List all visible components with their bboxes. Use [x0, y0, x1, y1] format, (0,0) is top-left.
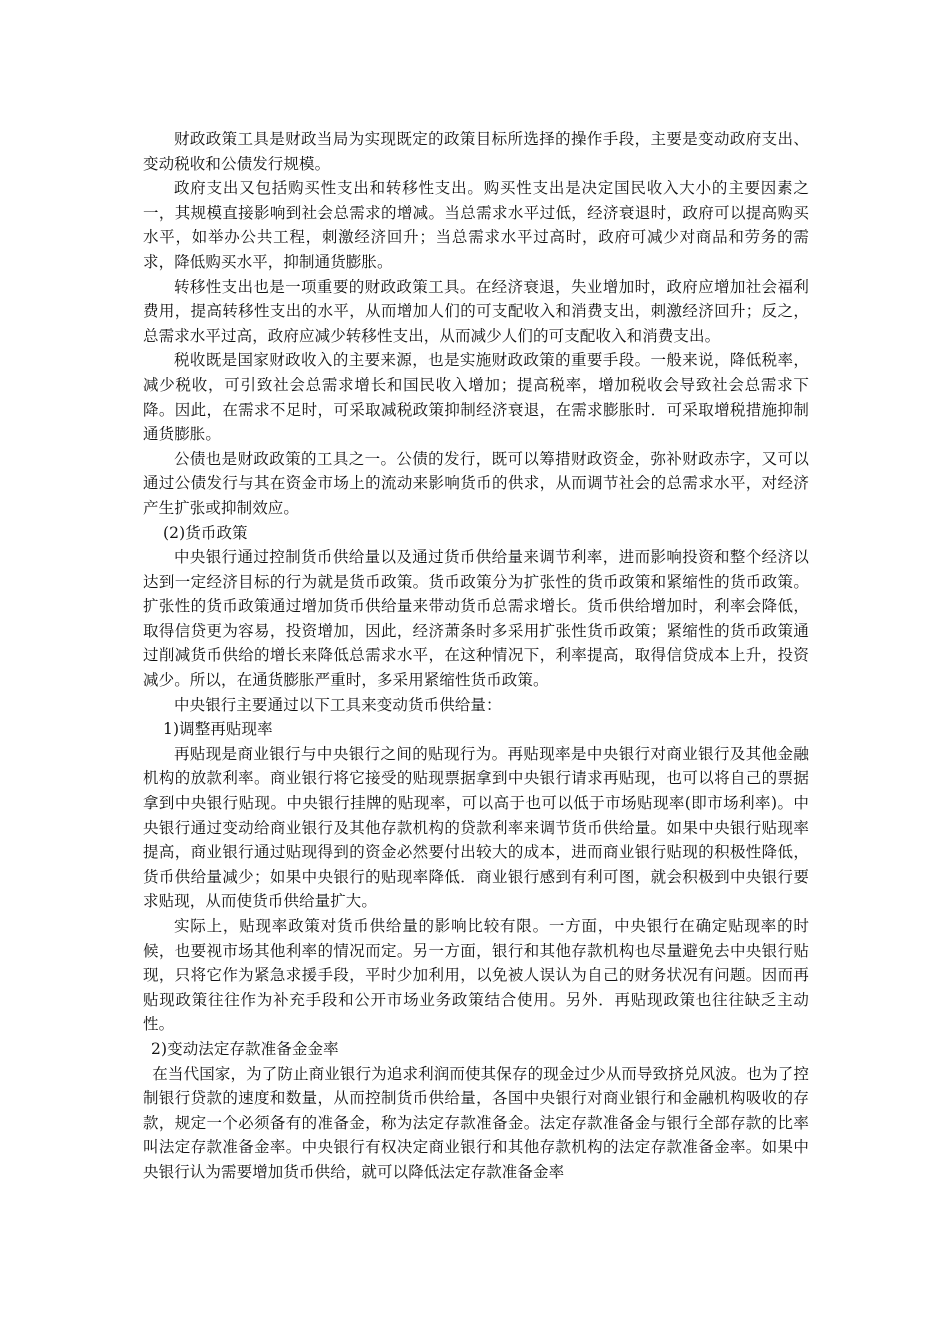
paragraph-rediscount-limits: 实际上，贴现率政策对货币供给量的影响比较有限。一方面，中央银行在确定贴现率的时候，也要视市场其他利率的情况而定。另一方面，银行和其他存款机构也尽量避免去中央银行贴现，只将它作为紧急求援手段，平时少加利用，以免被人误认为自己的财务状况有问题。因而再贴现政策往往作为补充手段和公开市场业务政策结合使用。另外．再贴现政策也往往缺乏主动性。: [143, 917, 809, 1034]
paragraph-rediscount-definition: 再贴现是商业银行与中央银行之间的贴现行为。再贴现率是中央银行对商业银行及其他金融机构的放款利率。商业银行将它接受的贴现票据拿到中央银行请求再贴现，也可以将自己的票据拿到中央银行贴现。中央银行挂牌的贴现率，可以高于也可以低于市场贴现率(即市场利率)。中央银行通过变动给商业银行及其他存款机构的贷款利率来调节货币供给量。如果中央银行贴现率提高，商业银行通过贴现得到的资金必然要付出较大的成本，进而商业银行贴现的积极性降低，货币供给量减少；如果中央银行的贴现率降低．商业银行感到有利可图，就会积极到中央银行要求贴现，从而使货币供给量扩大。: [143, 744, 809, 911]
section-heading-rediscount-rate: 1)调整再贴现率: [163, 720, 273, 739]
paragraph-fiscal-tools: 财政政策工具是财政当局为实现既定的政策目标所选择的操作手段，主要是变动政府支出、变动税收和公债发行规模。: [143, 130, 809, 173]
paragraph-transfer-spending: 转移性支出也是一项重要的财政政策工具。在经济衰退，失业增加时，政府应增加社会福利费用，提高转移性支出的水平，从而增加人们的可支配收入和消费支出，刺激经济回升；反之，总需求水平过高，政府应减少转移性支出，从而减少人们的可支配收入和消费支出。: [143, 277, 809, 345]
section-heading-reserve-ratio: 2)变动法定存款准备金金率: [151, 1039, 339, 1058]
paragraph-public-debt: 公债也是财政政策的工具之一。公债的发行，既可以筹措财政资金，弥补财政赤字，又可以通过公债发行与其在资金市场上的流动来影响货币的供求，从而调节社会的总需求水平，对经济产生扩张或抑制效应。: [143, 449, 809, 517]
paragraph-monetary-policy: 中央银行通过控制货币供给量以及通过货币供给量来调节利率，进而影响投资和整个经济以达到一定经济目标的行为就是货币政策。货币政策分为扩张性的货币政策和紧缩性的货币政策。扩张性的货币政策通过增加货币供给量来带动货币总需求增长。货币供给增加时，利率会降低，取得信贷更为容易，投资增加，因此，经济萧条时多采用扩张性货币政策；紧缩性的货币政策通过削减货币供给的增长来降低总需求水平，在这种情况下，利率提高，取得信贷成本上升，投资减少。所以，在通货膨胀严重时，多采用紧缩性货币政策。: [143, 548, 809, 690]
paragraph-monetary-tools-intro: 中央银行主要通过以下工具来变动货币供给量：: [174, 695, 502, 714]
document-body: [143, 127, 809, 1185]
paragraph-taxation: 税收既是国家财政收入的主要来源，也是实施财政政策的重要手段。一般来说，降低税率，减少税收，可引致社会总需求增长和国民收入增加；提高税率，增加税收会导致社会总需求下降。因此，在需求不足时，可采取减税政策抑制经济衰退，在需求膨胀时．可采取增税措施抑制通货膨胀。: [143, 351, 809, 444]
section-heading-monetary-policy: (2)货币政策: [163, 523, 248, 542]
paragraph-reserve-ratio: 在当代国家，为了防止商业银行为追求利润而使其保存的现金过少从而导致挤兑风波。也为了控制银行贷款的速度和数量，从而控制货币供给量，各国中央银行对商业银行和金融机构吸收的存款，规定一个必须备有的准备金，称为法定存款准备金。法定存款准备金与银行全部存款的比率叫法定存款准备金率。中央银行有权决定商业银行和其他存款机构的法定存款准备金率。如果中央银行认为需要增加货币供给，就可以降低法定存款准备金率: [143, 1064, 809, 1181]
paragraph-government-spending: 政府支出又包括购买性支出和转移性支出。购买性支出是决定国民收入大小的主要因素之一，其规模直接影响到社会总需求的增减。当总需求水平过低，经济衰退时，政府可以提高购买水平，如举办公共工程，刺激经济回升；当总需求水平过高时，政府可减少对商品和劳务的需求，降低购买水平，抑制通货膨胀。: [143, 179, 809, 271]
